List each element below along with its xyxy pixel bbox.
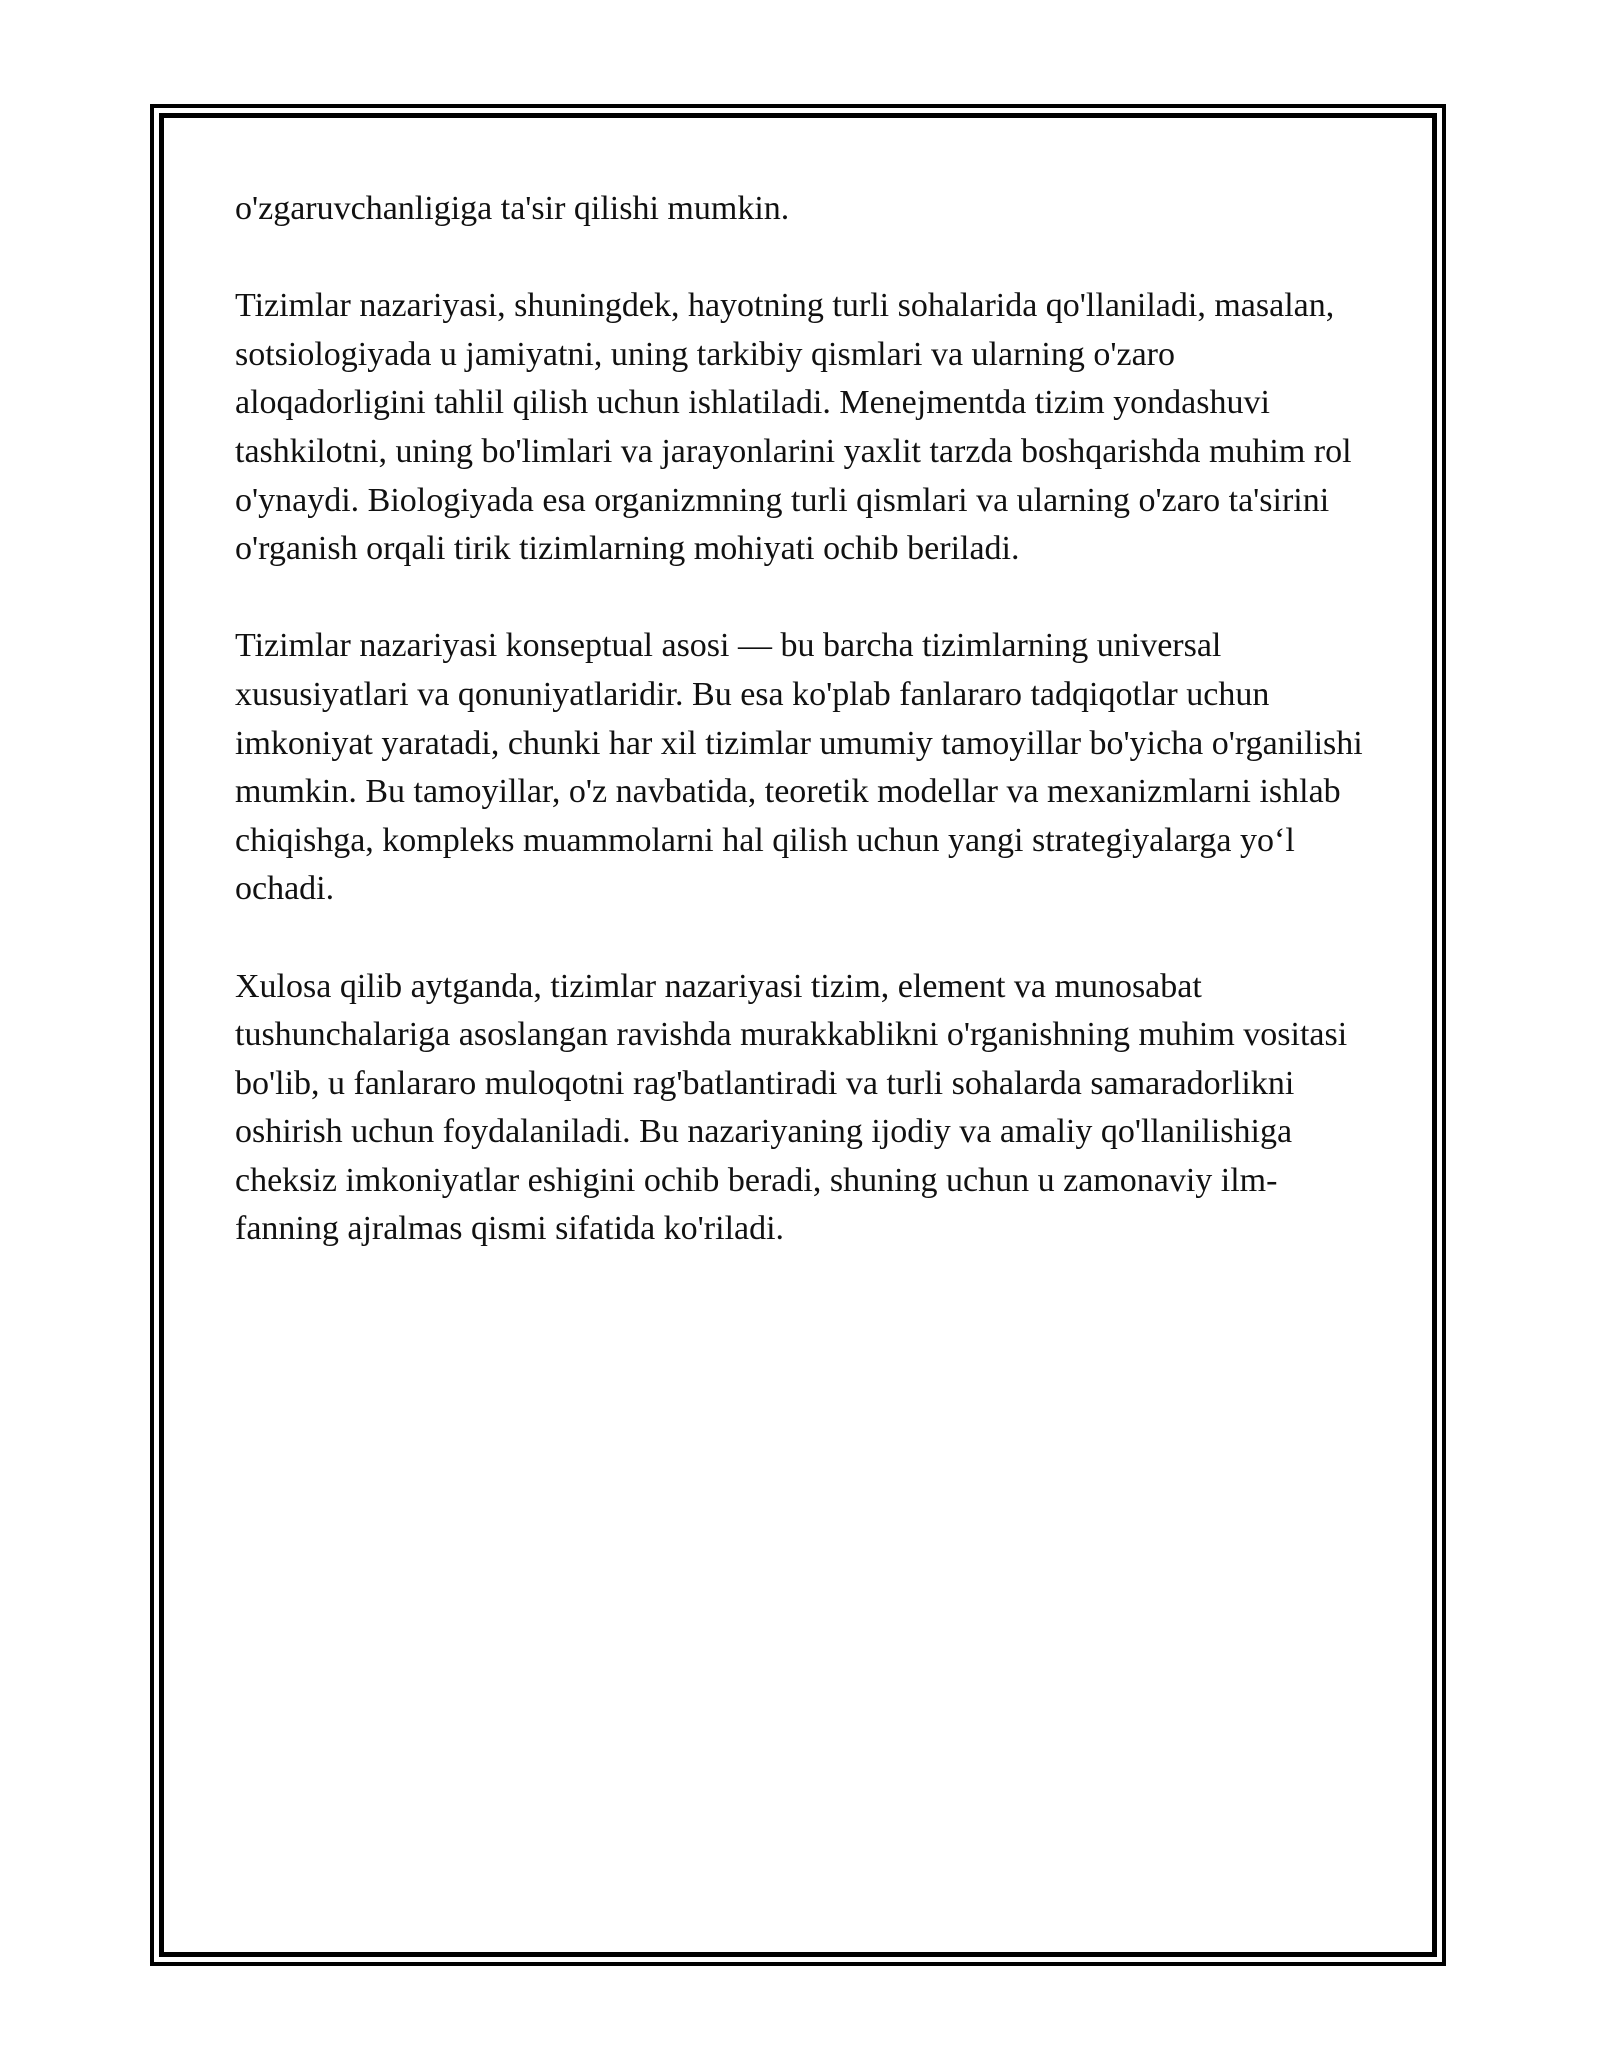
document-body xyxy=(235,185,1365,1303)
paragraph-4: Xulosa qilib aytganda, tizimlar nazariyasi tizim, element va munosabat tushunchalariga asoslangan ravishda murakkablikni o'rganishning muhim vositasi bo'lib, u fanlararo muloqotni rag'batlantiradi va turli sohalarda samaradorlikni oshirish uchun foydalaniladi. Bu nazariyaning ijodiy va amaliy qo'llanilishiga cheksiz imkoniyatlar eshigini ochib beradi, shuning uchun u zamonaviy ilm-fanning ajralmas qismi sifatida ko'riladi. xyxy=(235,967,1348,1248)
paragraph-1: o'zgaruvchanligiga ta'sir qilishi mumkin. xyxy=(235,190,790,227)
paragraph-2: Tizimlar nazariyasi, shuningdek, hayotning turli sohalarida qo'llaniladi, masalan, sotsiologiyada u jamiyatni, uning tarkibiy qismlari va ularning o'zaro aloqadorligini tahlil qilish uchun ishlatiladi. Menejmentda tizim yondashuvi tashkilotni, uning bo'limlari va jarayonlarini yaxlit tarzda boshqarishda muhim rol o'ynaydi. Biologiyada esa organizmning turli qismlari va ularning o'zaro ta'sirini o'rganish orqali tirik tizimlarning mohiyati ochib beriladi. xyxy=(235,287,1352,568)
paragraph-3: Tizimlar nazariyasi konseptual asosi — bu barcha tizimlarning universal xususiyatlari va qonuniyatlaridir. Bu esa ko'plab fanlararo tadqiqotlar uchun imkoniyat yaratadi, chunki har xil tizimlar umumiy tamoyillar bo'yicha o'rganilishi mumkin. Bu tamoyillar, o'z navbatida, teoretik modellar va mexanizmlarni ishlab chiqishga, kompleks muammolarni hal qilish uchun yangi strategiyalarga yo‘l ochadi. xyxy=(235,627,1363,908)
